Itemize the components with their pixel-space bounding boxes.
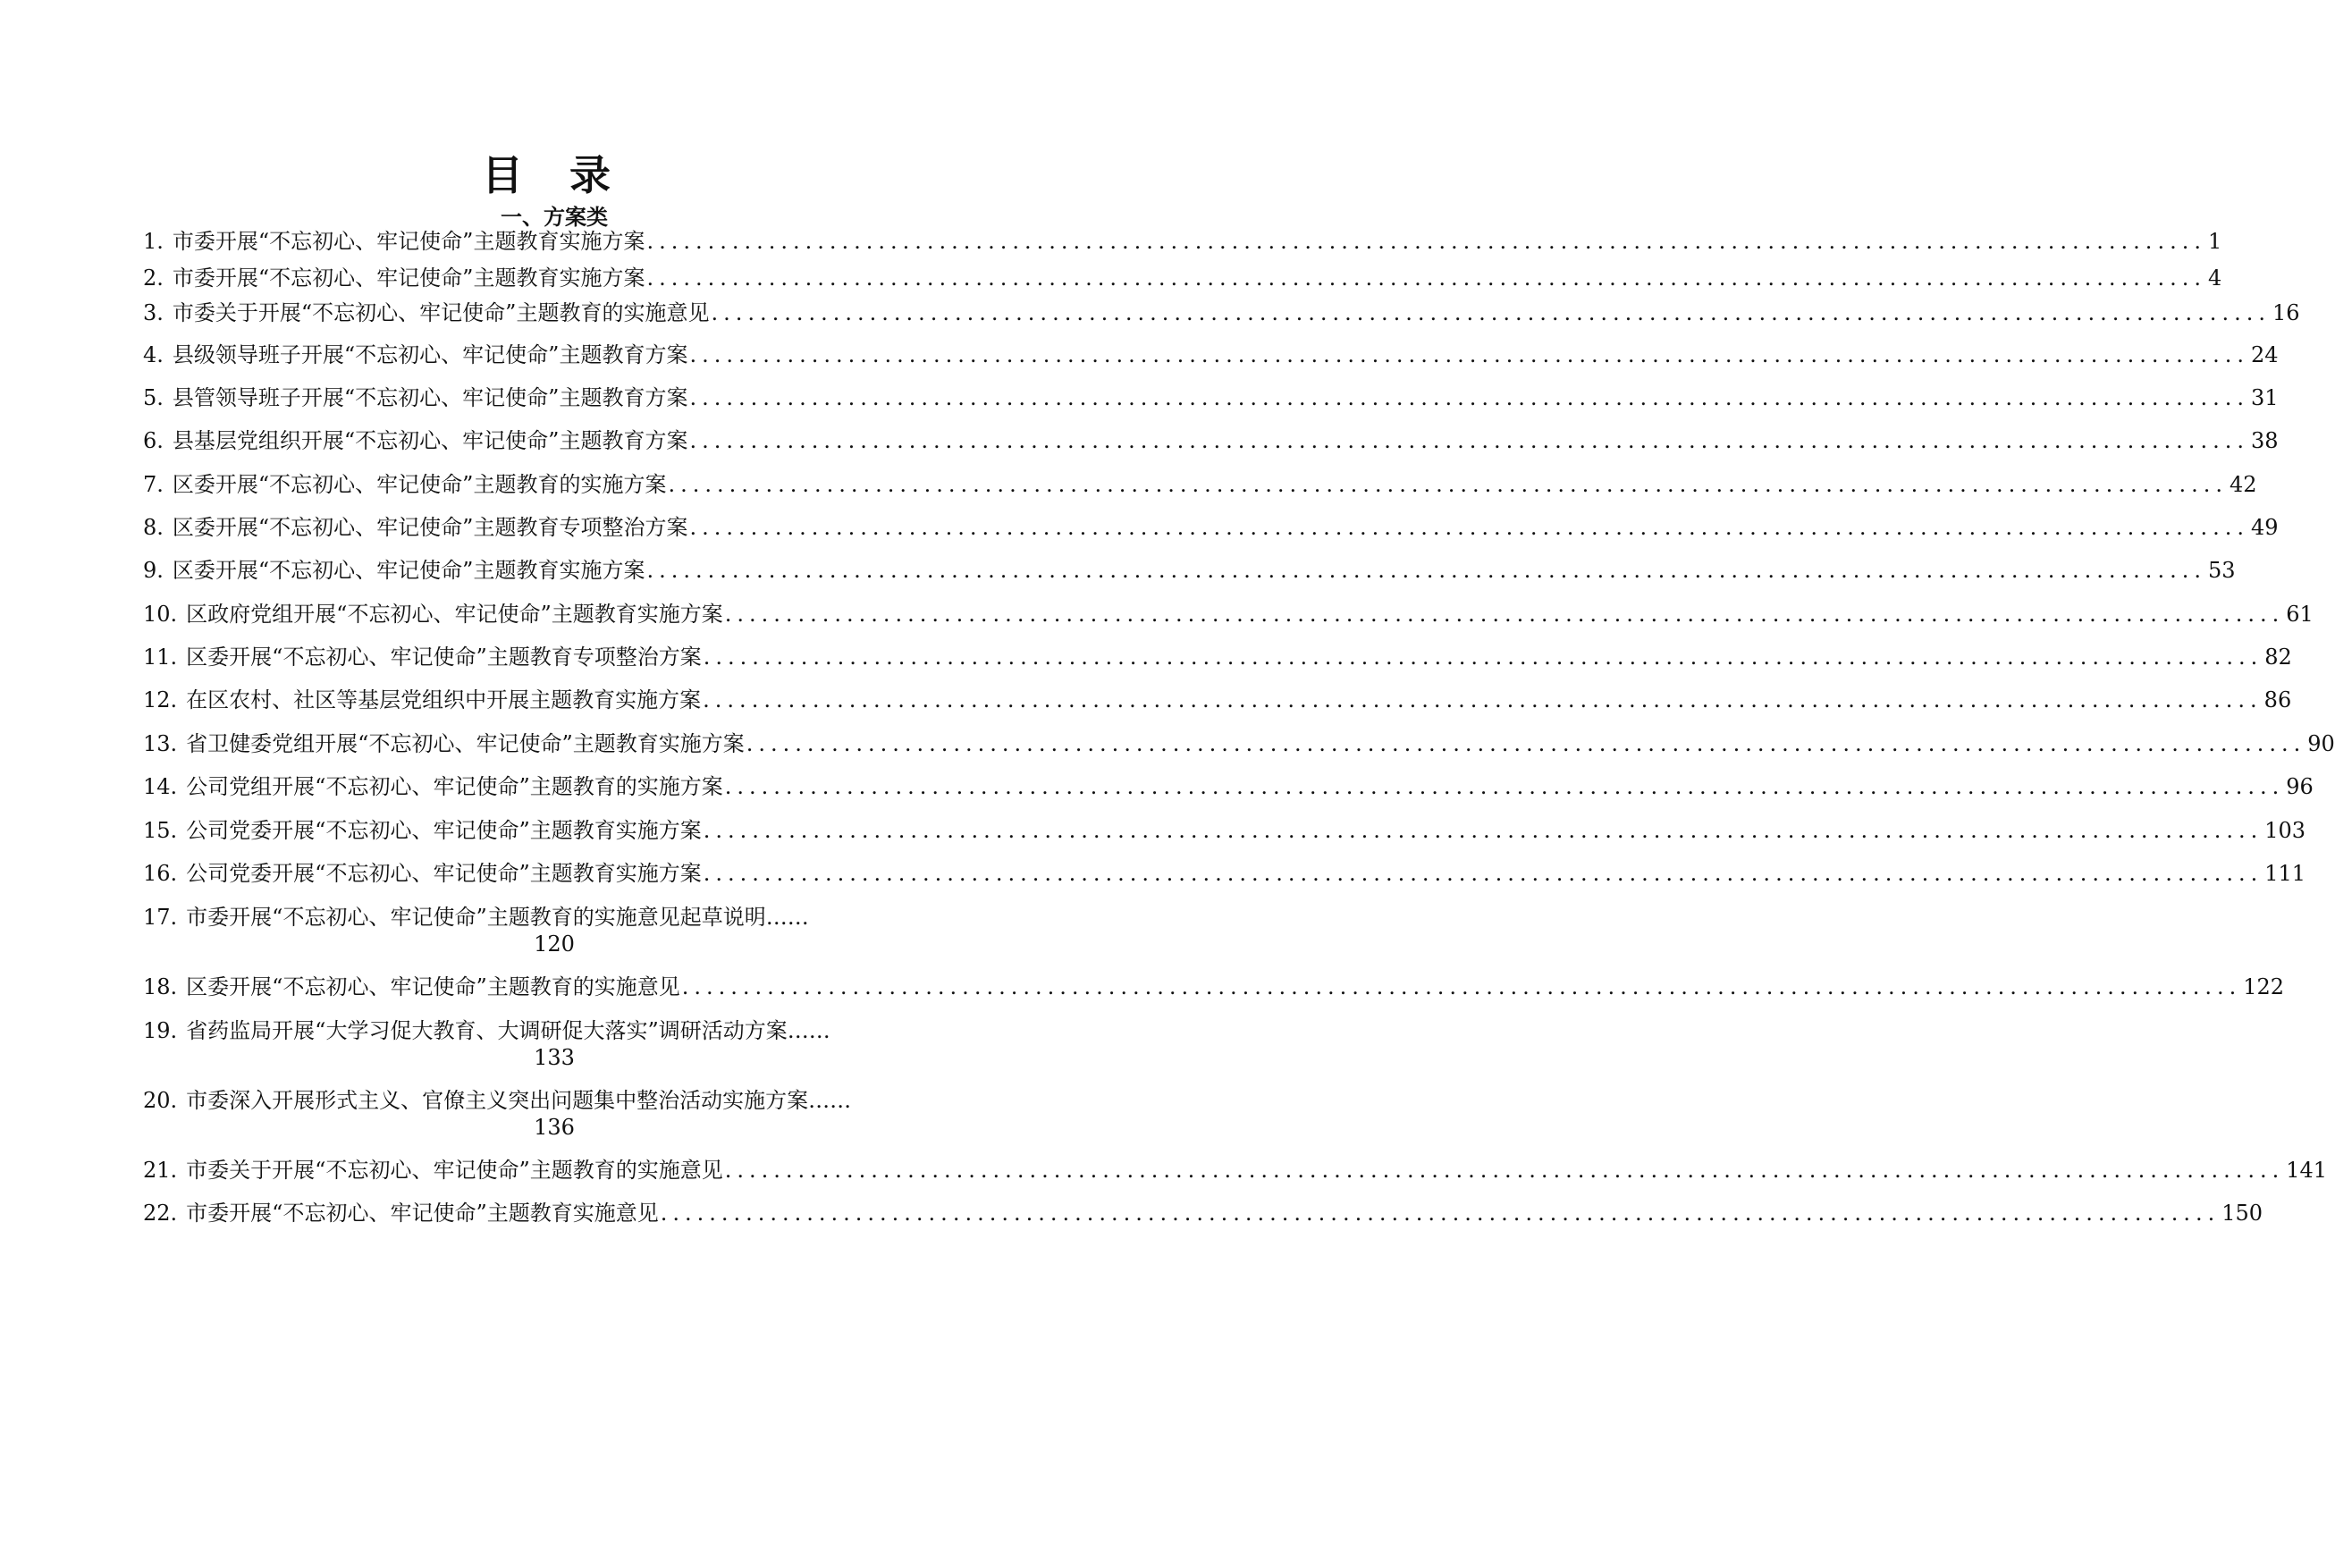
dot-leader [666,467,2228,502]
entry-title: 区委开展“不忘初心、牢记使命”主题教育专项整治方案 [186,645,702,670]
entry-title: 公司党委开展“不忘初心、牢记使命”主题教育实施方案 [186,861,702,886]
entry-page: 103 [2264,818,2306,843]
toc-entry-10[interactable] [143,596,2314,632]
dot-leader [645,223,2206,259]
toc-entry-14[interactable] [143,769,2314,805]
entry-title: 公司党组开展“不忘初心、牢记使命”主题教育的实施方案 [186,774,723,799]
entry-page: 96 [2286,774,2314,799]
entry-title: 市委开展“不忘初心、牢记使命”主题教育的实施意见起草说明 …… [186,899,809,935]
entry-title: 区政府党组开展“不忘初心、牢记使命”主题教育实施方案 [186,602,723,627]
entry-page: 38 [2250,428,2279,453]
toc-title: 目 录 [481,151,627,199]
entry-number: 22. [143,1201,178,1226]
dot-leader [702,856,2263,891]
toc-entry-6[interactable] [143,423,2279,459]
entry-number: 4. [143,342,164,367]
entry-page: 120 [534,932,575,957]
entry-page: 1 [2207,229,2222,254]
toc-entry-2[interactable] [143,260,2222,296]
entry-number: 16. [143,861,178,886]
entry-number: 1. [143,229,164,254]
entry-number: 8. [143,515,164,540]
toc-entry-11[interactable] [143,639,2292,675]
toc-entry-8[interactable] [143,510,2279,545]
entry-number: 7. [143,472,164,497]
entry-page: 150 [2221,1201,2263,1226]
entry-number: 21. [143,1158,178,1183]
entry-number: 13. [143,731,178,756]
entry-page: 61 [2286,602,2314,627]
toc-entry-16[interactable] [143,856,2306,891]
entry-page: 122 [2243,974,2285,999]
entry-number: 6. [143,428,164,453]
entry-page: 53 [2207,558,2236,583]
entry-title: 市委深入开展形式主义、官僚主义突出问题集中整治活动实施方案 …… [186,1083,851,1118]
entry-title: 省卫健委党组开展“不忘初心、牢记使命”主题教育实施方案 [186,731,745,756]
entry-number: 9. [143,558,164,583]
toc-entry-9[interactable] [143,552,2236,588]
entry-page: 133 [534,1045,575,1070]
dot-leader [709,295,2271,331]
entry-title: 区委开展“不忘初心、牢记使命”主题教育专项整治方案 [172,515,688,540]
dot-leader [659,1195,2221,1231]
entry-number: 11. [143,645,178,670]
dot-leader [687,380,2249,416]
entry-number: 12. [143,687,178,712]
entry-page: 24 [2250,342,2279,367]
entry-number: 5. [143,385,164,410]
toc-entry-4[interactable] [143,337,2279,373]
entry-number: 19. [143,1018,178,1043]
dot-leader [723,596,2285,632]
entry-page: 86 [2263,687,2292,712]
entry-title: 区委开展“不忘初心、牢记使命”主题教育实施方案 [172,558,645,583]
dot-leader [687,423,2249,459]
toc-entry-18[interactable] [143,969,2285,1005]
entry-page: 31 [2250,385,2279,410]
dot-leader [687,510,2249,545]
entry-page: 136 [534,1115,575,1140]
entry-title: 在区农村、社区等基层党组织中开展主题教育实施方案 [186,687,702,712]
entry-number: 15. [143,818,178,843]
dot-leader [701,682,2263,718]
entry-page: 141 [2286,1158,2328,1183]
entry-page: 4 [2207,266,2222,291]
dot-leader [680,969,2242,1005]
entry-number: 2. [143,266,164,291]
dot-leader [645,260,2206,296]
dot-leader [687,337,2249,373]
entry-page: 82 [2264,645,2292,670]
entry-page: 49 [2250,515,2279,540]
entry-page: 90 [2307,731,2335,756]
entry-number: 17. [143,905,178,930]
entry-title: 区委开展“不忘初心、牢记使命”主题教育的实施方案 [172,472,667,497]
toc-entry-21[interactable] [143,1152,2328,1188]
entry-title: 市委关于开展“不忘初心、牢记使命”主题教育的实施意见 [172,300,710,325]
section-heading: 一、方案类 [501,205,608,230]
dot-leader [745,726,2306,762]
entry-title: 市委开展“不忘初心、牢记使命”主题教育实施方案 [172,229,645,254]
toc-entry-1[interactable] [143,223,2222,259]
entry-title: 县基层党组织开展“不忘初心、牢记使命”主题教育方案 [172,428,688,453]
toc-entry-5[interactable] [143,380,2279,416]
entry-page: 42 [2229,472,2257,497]
dot-leader [723,769,2285,805]
entry-title: 公司党委开展“不忘初心、牢记使命”主题教育实施方案 [186,818,702,843]
dot-leader [645,552,2206,588]
toc-entry-7[interactable] [143,467,2257,502]
entry-title: 市委关于开展“不忘初心、牢记使命”主题教育的实施意见 [186,1158,723,1183]
entry-number: 10. [143,602,178,627]
entry-title: 市委开展“不忘初心、牢记使命”主题教育实施方案 [172,266,645,291]
entry-number: 18. [143,974,178,999]
entry-number: 20. [143,1088,178,1113]
entry-title: 县级领导班子开展“不忘初心、牢记使命”主题教育方案 [172,342,688,367]
entry-title: 区委开展“不忘初心、牢记使命”主题教育的实施意见 [186,974,680,999]
entry-title: 省药监局开展“大学习促大教育、大调研促大落实”调研活动方案 …… [186,1013,830,1049]
entry-page: 16 [2272,300,2300,325]
dot-leader [723,1152,2285,1188]
toc-entry-15[interactable] [143,813,2306,848]
toc-entry-12[interactable] [143,682,2292,718]
toc-entry-13[interactable] [143,726,2335,762]
entry-number: 14. [143,774,178,799]
toc-entry-3[interactable] [143,295,2300,331]
entry-title: 市委开展“不忘初心、牢记使命”主题教育实施意见 [186,1201,659,1226]
dot-leader [702,813,2263,848]
dot-leader [702,639,2263,675]
toc-entry-22[interactable] [143,1195,2263,1231]
entry-page: 111 [2264,861,2306,886]
entry-number: 3. [143,300,164,325]
entry-title: 县管领导班子开展“不忘初心、牢记使命”主题教育方案 [172,385,688,410]
